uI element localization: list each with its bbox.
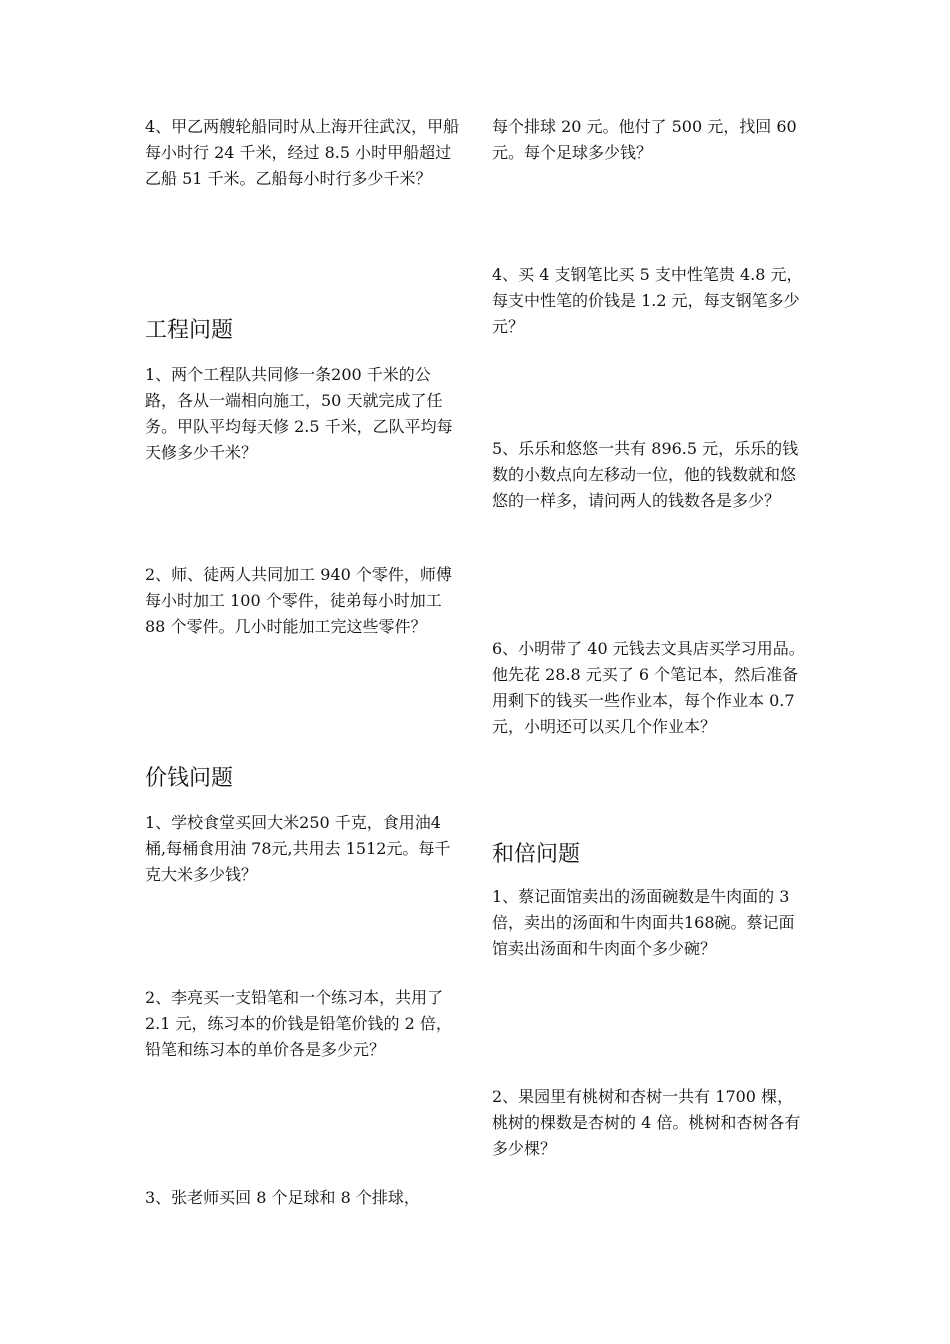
problem-engineering-2: 2、师、徒两人共同加工 940 个零件，师傅每小时加工 100 个零件，徒弟每小时加工 88 个零件。几小时能加工完这些零件？ [145, 565, 452, 636]
problem-price-6: 6、小明带了 40 元钱去文具店买学习用品。他先花 28.8 元买了 6 个笔记本，然后准备用剩下的钱买一些作业本，每个作业本 0.7 元，小明还可以买几个作业本？ [492, 639, 805, 736]
problem-price-3-start: 3、张老师买回 8 个足球和 8 个排球， [145, 1188, 420, 1207]
section-title-engineering: 工程问题 [145, 318, 234, 343]
problem-engineering-1: 1、两个工程队共同修一条200 千米的公路，各从一端相向施工，50 天就完成了任务。甲队平均每天修 2.5 千米，乙队平均每天修多少千米？ [145, 365, 453, 462]
problem-price-2: 2、李亮买一支铅笔和一个练习本，共用了 2.1 元，练习本的价钱是铅笔价钱的 2 倍，铅笔和练习本的单价各是多少元？ [145, 988, 452, 1059]
section-title-sum-multiple: 和倍问题 [492, 842, 581, 867]
problem-price-3-continued: 每个排球 20 元。他付了 500 元，找回 60 元。每个足球多少钱？ [492, 117, 797, 162]
problem-price-4: 4、买 4 支钢笔比买 5 支中性笔贵 4.8 元，每支中性笔的价钱是 1.2 元，每支钢笔多少元？ [492, 265, 803, 336]
problem-price-5: 5、乐乐和悠悠一共有 896.5 元，乐乐的钱数的小数点向左移动一位，他的钱数就和悠悠的一样多，请问两人的钱数各是多少？ [492, 439, 799, 510]
problem-sum-multiple-2: 2、果园里有桃树和杏树一共有 1700 棵，桃树的棵数是杏树的 4 倍。桃树和杏树各有多少棵？ [492, 1087, 801, 1158]
problem-distance-4: 4、甲乙两艘轮船同时从上海开往武汉，甲船每小时行 24 千米，经过 8.5 小时甲船超过乙船 51 千米。乙船每小时行多少千米？ [145, 117, 460, 188]
section-title-price: 价钱问题 [145, 766, 234, 791]
problem-sum-multiple-1: 1、蔡记面馆卖出的汤面碗数是牛肉面的 3 倍，卖出的汤面和牛肉面共168碗。蔡记面馆卖出汤面和牛肉面个多少碗？ [492, 887, 795, 958]
problem-price-1: 1、学校食堂买回大米250 千克，食用油4桶,每桶食用油 78元,共用去 1512元。每千克大米多少钱？ [145, 813, 451, 884]
